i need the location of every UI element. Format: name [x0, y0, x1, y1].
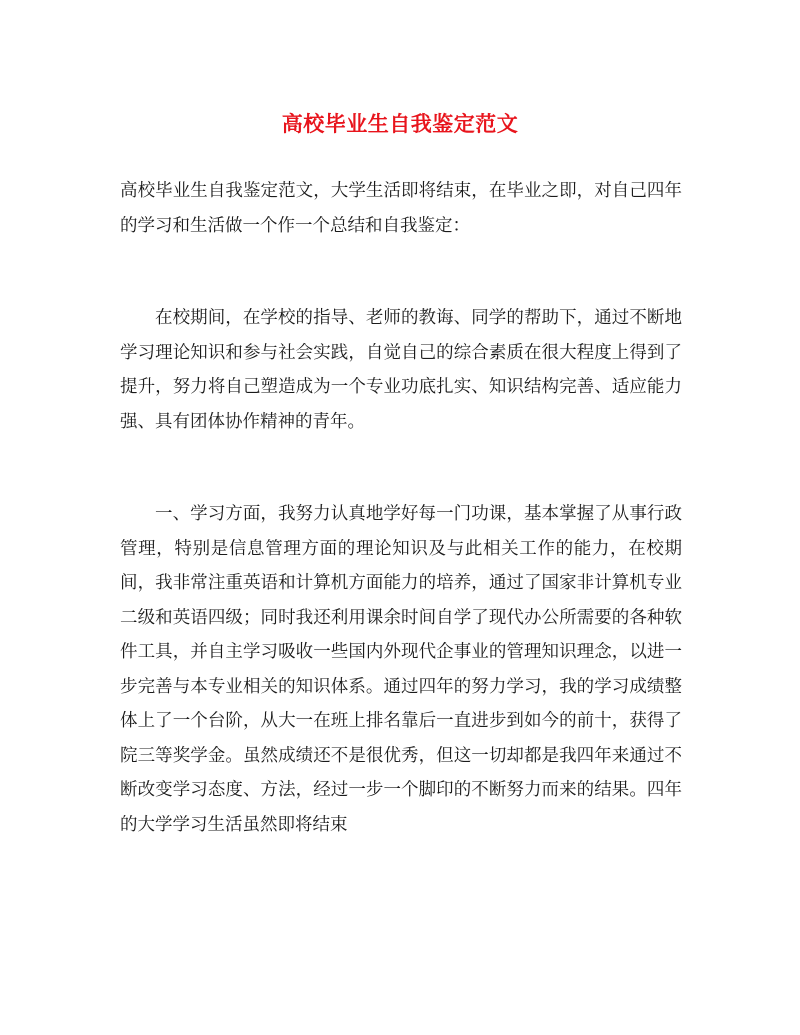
body-paragraph-study: 一、学习方面，我努力认真地学好每一门功课，基本掌握了从事行政管理，特别是信息管理方面的理论知识及与此相关工作的能力，在校期间，我非常注重英语和计算机方面能力的培养，通过了国家非计算机专业二级和英语四级；同时我还利用课余时间自学了现代办公所需要的各种软件工具，并自主学习吸收一些国内外现代企事业的管理知识理念，以进一步完善与本专业相关的知识体系。通过四年的努力学习，我的学习成绩整体上了一个台阶，从大一在班上排名靠后一直进步到如今的前十，获得了院三等奖学金。虽然成绩还不是很优秀，但这一切却都是我四年来通过不断改变学习态度、方法，经过一步一个脚印的不断努力而来的结果。四年的大学学习生活虽然即将结束: [120, 504, 682, 835]
document-title: 高校毕业生自我鉴定范文: [281, 111, 519, 136]
intro-paragraph: 高校毕业生自我鉴定范文，大学生活即将结束，在毕业之即，对自己四年的学习和生活做一个作一个总结和自我鉴定：: [120, 181, 682, 236]
paragraph-spacer: [120, 439, 682, 497]
body-paragraph-campus: 在校期间，在学校的指导、老师的教诲、同学的帮助下，通过不断地学习理论知识和参与社会实践，自觉自己的综合素质在很大程度上得到了提升，努力将自己塑造成为一个专业功底扎实、知识结构完善、适应能力强、具有团体协作精神的青年。: [120, 308, 682, 432]
paragraph-spacer: [120, 243, 682, 301]
document-body: [120, 174, 682, 842]
